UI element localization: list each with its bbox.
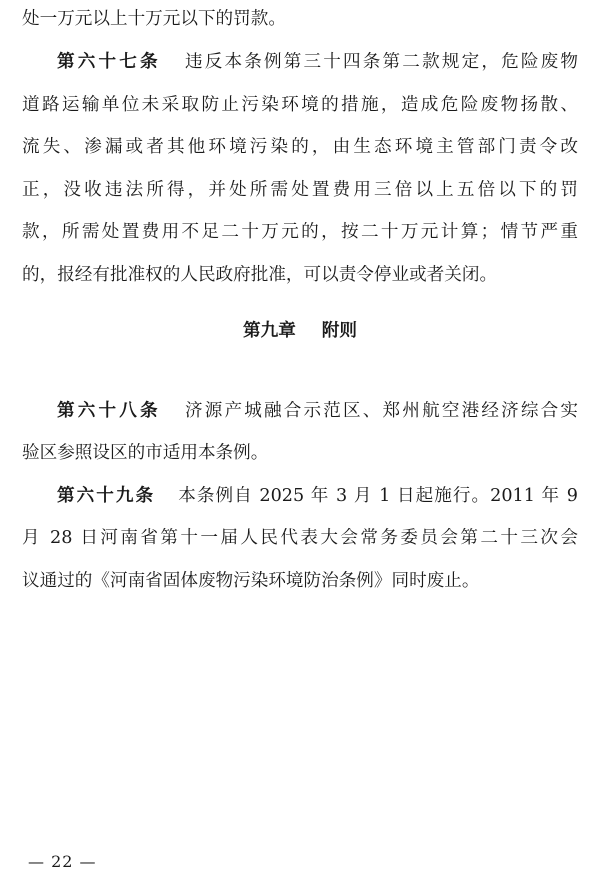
article-68-text: 济源产城融合示范区、郑州航空港经济综合实: [182, 401, 578, 421]
chapter-title: 附则: [321, 321, 357, 341]
article-67-line-3: 流失、渗漏或者其他环境污染的，由生态环境主管部门责令改: [22, 137, 578, 157]
article-68-line-1: [57, 400, 578, 422]
chapter-number: 第九章: [243, 321, 296, 341]
article-69-line-3: 议通过的《河南省固体废物污染环境防治条例》同时废止。: [22, 571, 480, 591]
chapter-heading: [0, 320, 600, 342]
paragraph-continuation: 处一万元以上十万元以下的罚款。: [22, 9, 286, 29]
article-69-number: 第六十九条: [57, 486, 156, 506]
article-69-line-1: [57, 485, 578, 507]
article-67-number: 第六十七条: [57, 52, 161, 72]
article-68-number: 第六十八条: [57, 401, 161, 421]
article-67-line-2: 道路运输单位未采取防止污染环境的措施，造成危险废物扬散、: [22, 95, 578, 115]
page-number: — 22 —: [28, 852, 97, 871]
article-68-line-2: 验区参照设区的市适用本条例。: [22, 443, 269, 463]
article-67-line-1: [57, 51, 578, 73]
article-69-line-2: 月 28 日河南省第十一届人民代表大会常务委员会第二十三次会: [22, 528, 578, 548]
article-67-line-6: 的，报经有批准权的人民政府批准，可以责令停业或者关闭。: [22, 265, 498, 285]
article-67-line-5: 款，所需处置费用不足二十万元的，按二十万元计算；情节严重: [22, 222, 578, 242]
article-67-line-4: 正，没收违法所得，并处所需处置费用三倍以上五倍以下的罚: [22, 180, 578, 200]
article-69-text: 本条例自 2025 年 3 月 1 日起施行。2011 年 9: [177, 486, 578, 506]
article-67-text: 违反本条例第三十四条第二款规定，危险废物: [182, 52, 578, 72]
